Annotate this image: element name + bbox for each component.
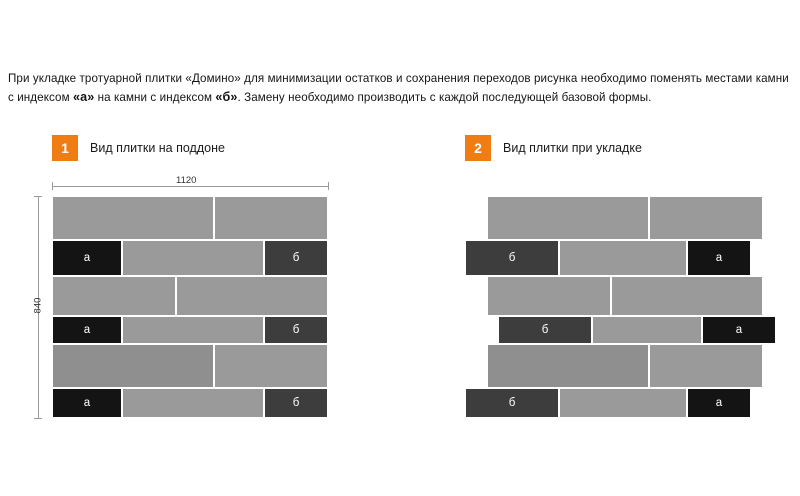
height-dimension-label: 840 xyxy=(32,297,44,314)
laid-brick xyxy=(611,276,763,316)
laid-brick xyxy=(487,344,649,388)
width-tick-left xyxy=(52,182,53,190)
laid-brick xyxy=(592,316,702,344)
height-tick-top xyxy=(34,196,42,197)
pallet-brick xyxy=(214,196,328,240)
laid-brick xyxy=(559,388,687,418)
width-tick-right xyxy=(328,182,329,190)
intro-paragraph xyxy=(8,70,794,107)
laid-brick xyxy=(487,276,611,316)
laid-brick-b: б xyxy=(498,316,592,344)
laid-brick xyxy=(649,344,763,388)
laid-brick-b: б xyxy=(465,388,559,418)
intro-text-part-1: При укладке тротуарной плитки «Домино» для минимизации остатков и сохранения переходов рисунка необходимо поменять местами камни с индексом xyxy=(8,71,789,104)
index-a-bold: «а» xyxy=(72,89,95,104)
panel-badge-2: 2 xyxy=(465,135,491,161)
laid-brick xyxy=(649,196,763,240)
panel-header-laid xyxy=(465,135,642,161)
pallet-brick xyxy=(52,276,176,316)
pallet-brick-b: б xyxy=(264,388,328,418)
intro-text-part-3: . Замену необходимо производить с каждой последующей базовой формы. xyxy=(237,90,652,104)
laid-brick xyxy=(487,196,649,240)
panel-title-laid: Вид плитки при укладке xyxy=(503,141,642,155)
pallet-brick-b: б xyxy=(264,316,328,344)
pallet-brick-a: а xyxy=(52,316,122,344)
panel-badge-1: 1 xyxy=(52,135,78,161)
intro-text-part-2: на камни с индексом xyxy=(94,90,216,104)
laid-brick-a: а xyxy=(687,388,751,418)
pallet-brick xyxy=(52,196,214,240)
pallet-brick-a: а xyxy=(52,240,122,276)
width-dimension-line xyxy=(52,186,328,187)
width-dimension-label: 1120 xyxy=(172,175,200,186)
pallet-brick xyxy=(122,316,264,344)
index-b-bold: «б» xyxy=(215,89,238,104)
pallet-brick xyxy=(122,240,264,276)
pallet-brick xyxy=(214,344,328,388)
laid-brick-a: а xyxy=(702,316,776,344)
laid-brick-b: б xyxy=(465,240,559,276)
pallet-brick-a: а xyxy=(52,388,122,418)
panel-title-pallet: Вид плитки на поддоне xyxy=(90,141,225,155)
pallet-brick xyxy=(122,388,264,418)
pallet-brick-b: б xyxy=(264,240,328,276)
height-tick-bottom xyxy=(34,418,42,419)
panel-header-pallet xyxy=(52,135,225,161)
laid-brick-a: а xyxy=(687,240,751,276)
pallet-brick xyxy=(52,344,214,388)
pallet-brick xyxy=(176,276,328,316)
laid-brick xyxy=(559,240,687,276)
